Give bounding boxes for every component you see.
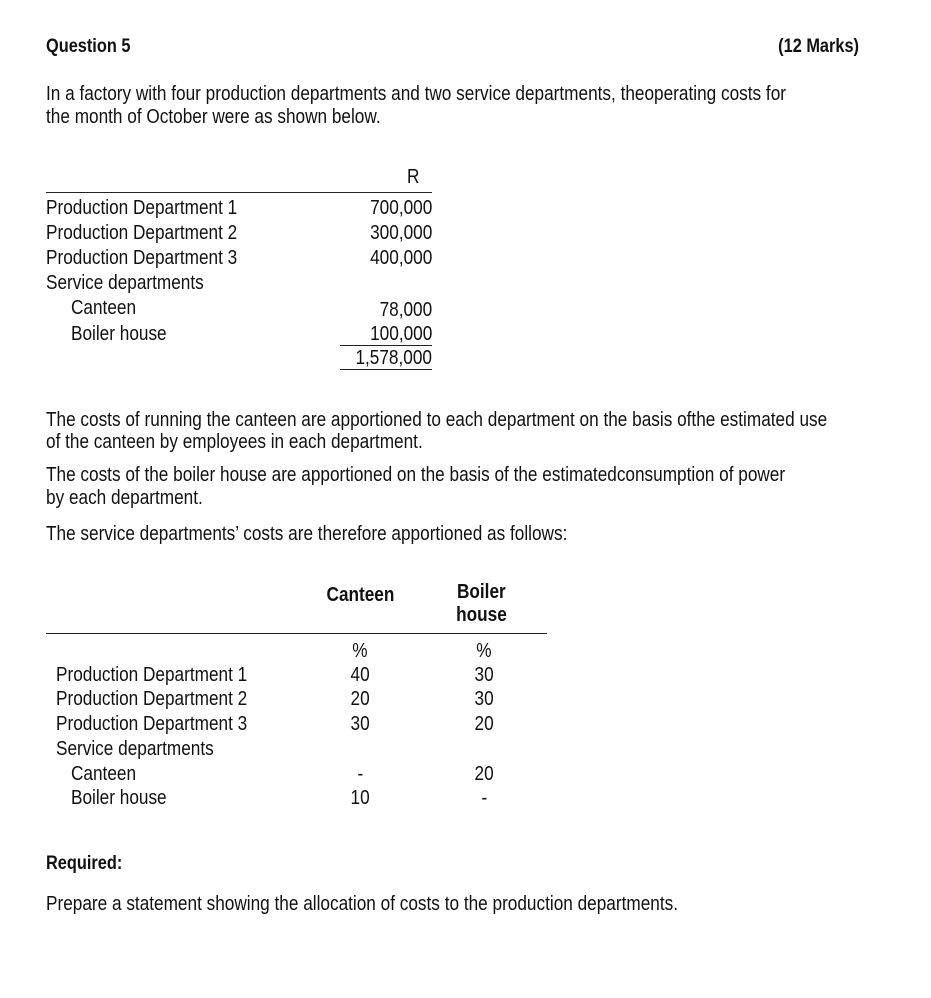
para2-line-1: The costs of the boiler house are apportioned on the basis of the estimatedconsumption of power bbox=[46, 464, 786, 486]
cost-row-amount: 300,000 bbox=[369, 222, 432, 244]
required-text: Prepare a statement showing the allocation of costs to the production departments. bbox=[46, 893, 678, 915]
currency-heading: R bbox=[407, 166, 420, 188]
apportion-row-label: Canteen bbox=[71, 763, 137, 785]
apportion-row-label: Production Department 3 bbox=[56, 713, 248, 735]
apportion-boiler-value: 20 bbox=[474, 713, 494, 735]
apportion-boiler-value: 20 bbox=[474, 763, 494, 785]
cost-row-label: Service departments bbox=[46, 272, 204, 294]
para1-line-2: of the canteen by employees in each department. bbox=[46, 431, 423, 453]
cost-row-amount: 78,000 bbox=[379, 299, 432, 321]
cost-row-amount: 700,000 bbox=[369, 197, 432, 219]
cost-row-amount: 400,000 bbox=[369, 247, 432, 269]
cost-row-label: Production Department 3 bbox=[46, 247, 238, 269]
col-boiler-heading-line-2: house bbox=[455, 604, 507, 626]
apportion-boiler-value: - bbox=[481, 787, 487, 809]
apportion-canteen-value: 40 bbox=[350, 664, 370, 686]
cost-row-label: Boiler house bbox=[71, 323, 167, 345]
apportion-row-label: Service departments bbox=[56, 738, 214, 760]
cost-row-label: Production Department 1 bbox=[46, 197, 238, 219]
cost-row-label: Canteen bbox=[71, 297, 137, 319]
intro-line-2: the month of October were as shown below. bbox=[46, 106, 381, 128]
apportion-row-label: Production Department 1 bbox=[56, 664, 248, 686]
para3: The service departments’ costs are therefore apportioned as follows: bbox=[46, 523, 568, 545]
unit-canteen: % bbox=[352, 640, 368, 662]
cost-row-amount: 100,000 bbox=[369, 323, 432, 345]
question-title: Question 5 bbox=[46, 36, 131, 57]
unit-boiler: % bbox=[476, 640, 492, 662]
apportion-row-label: Boiler house bbox=[71, 787, 167, 809]
apportion-canteen-value: - bbox=[357, 763, 363, 785]
total-rule bbox=[340, 369, 432, 370]
apportion-canteen-value: 20 bbox=[350, 688, 370, 710]
cost-total: 1,578,000 bbox=[355, 347, 432, 369]
apportion-boiler-value: 30 bbox=[474, 688, 494, 710]
intro-line-1: In a factory with four production departments and two service departments, theoperating costs for bbox=[46, 83, 786, 105]
apportion-table-top-rule bbox=[46, 633, 547, 634]
costs-table-top-rule bbox=[46, 192, 432, 193]
apportion-row-label: Production Department 2 bbox=[56, 688, 248, 710]
apportion-canteen-value: 30 bbox=[350, 713, 370, 735]
cost-row-label: Production Department 2 bbox=[46, 222, 238, 244]
apportion-boiler-value: 30 bbox=[474, 664, 494, 686]
question-marks: (12 Marks) bbox=[778, 36, 859, 57]
apportion-canteen-value: 10 bbox=[350, 787, 370, 809]
col-boiler-heading-line-1: Boiler bbox=[456, 581, 506, 603]
para2-line-2: by each department. bbox=[46, 487, 203, 509]
required-heading: Required: bbox=[46, 853, 123, 874]
col-canteen-heading: Canteen bbox=[326, 584, 394, 606]
para1-line-1: The costs of running the canteen are apportioned to each department on the basis ofthe estimated use bbox=[46, 409, 828, 431]
